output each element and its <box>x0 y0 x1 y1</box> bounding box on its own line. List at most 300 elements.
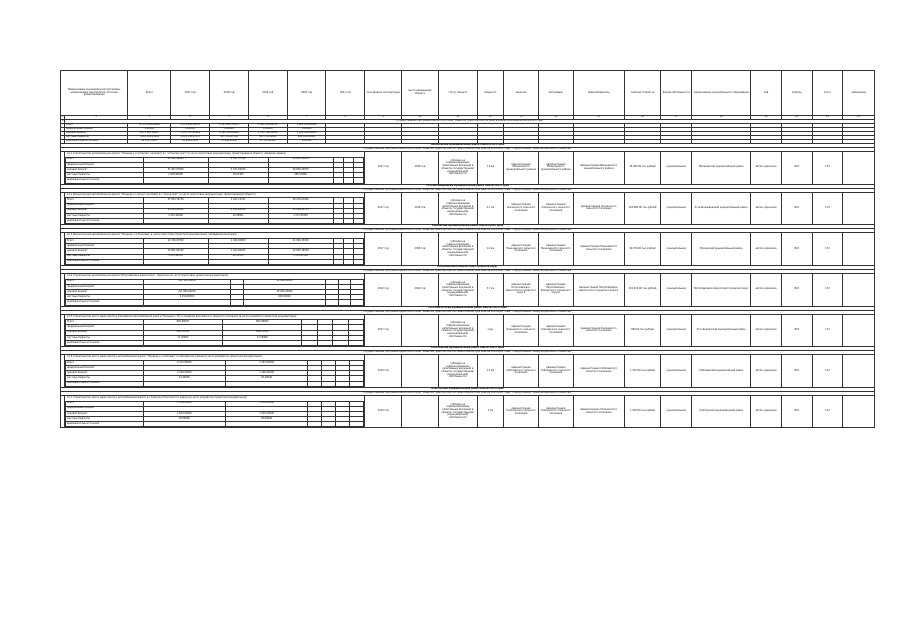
start-year: 2016 год <box>365 355 402 388</box>
finance-value: 30,00000 <box>225 417 307 422</box>
column-number: 4 <box>171 116 210 120</box>
finance-value: 29 844,78670 <box>268 157 333 162</box>
header-2019: 2019 год <box>248 71 287 116</box>
finance-total: 31 407,07800 <box>143 168 208 173</box>
end-year <box>402 314 439 347</box>
object-customer: Администрация Соболевского сельского поселения <box>504 355 539 388</box>
ownership-type: муниципальная <box>661 233 692 266</box>
finance-total: 24,96000 <box>143 376 225 381</box>
header-cost: сметная стоимость <box>624 71 661 116</box>
finance-value <box>343 219 353 224</box>
end-year: 2018 год <box>402 233 439 266</box>
finance-value <box>208 219 268 224</box>
finance-value: 0,00000 <box>287 140 326 144</box>
object-cost: 104 885,00 тыс.рублей <box>624 192 661 225</box>
object-capacity: 3,7 км <box>477 273 504 306</box>
ownership-type: муниципальная <box>661 192 692 225</box>
finance-total <box>143 381 225 386</box>
finance-value: 10 440,95919 <box>171 140 210 144</box>
municipality: Соболевский муниципальный район <box>692 355 751 388</box>
start-year: 2019 год <box>365 273 402 306</box>
object-owner: Администрация Пиначевского сельского поселения <box>573 233 624 266</box>
object-status: субсидия на софинансирование капитальных вложений в объекты государственной (муниципальной) собственности <box>438 395 477 428</box>
finance-value <box>322 422 336 427</box>
finance-source-label: краевой бюджет <box>66 371 144 376</box>
object-finance-table <box>65 197 364 224</box>
object-finance-row <box>66 300 364 305</box>
object-finance-table <box>65 401 364 428</box>
finance-value: 19,52400 <box>208 173 268 178</box>
finance-value: 0,00000 <box>287 128 326 132</box>
object-row <box>61 395 875 428</box>
municipality: Усть-Камчатский муниципальный район <box>692 314 751 347</box>
object-status: субсидия на софинансирование капитальных вложений в объекты государственной (муниципальной) собственности <box>438 152 477 185</box>
column-number: 21 <box>812 116 843 120</box>
column-number: 5 <box>210 116 249 120</box>
column-number: 1 <box>62 115 64 119</box>
finance-source-label: внебюджетные источники <box>66 259 144 264</box>
finance-total: 30,00000 <box>143 417 225 422</box>
finance-source-label: местные бюджеты <box>66 376 144 381</box>
header-program: Наименование муниципальной программы, наименование мероприятия, источник финансирования <box>61 71 128 116</box>
finance-value <box>343 178 353 183</box>
sum: 174 <box>812 233 843 266</box>
finance-value: 28 859,22870 <box>268 168 333 173</box>
object-status: субсидия на софинансирование капитальных вложений в объекты государственной (муниципальной) собственности <box>438 233 477 266</box>
finance-value: 1 550,00000 <box>225 401 307 406</box>
finance-total: 1 059,94086 <box>143 213 208 218</box>
finance-source-label: федеральный бюджет <box>66 203 144 208</box>
finance-source-label: Всего <box>66 157 144 162</box>
finance-value: 900,00000 <box>244 295 326 300</box>
column-number: 8 <box>326 116 365 120</box>
object-finance-row <box>66 259 364 264</box>
finance-source-label: внебюджетные источники <box>66 422 144 427</box>
subprogram-title: Государственная программа Камчатского края "Развитие транспортной системы в Камчатском крае на 2014-2021 годы". Подпрограмма "Развитие дорожного хозяйства" <box>61 148 875 152</box>
finance-source-label: внебюджетные источники <box>66 178 144 183</box>
finance-value: 36 476,67000 <box>268 198 333 203</box>
object-cost: 850,00 тыс.рублей <box>624 314 661 347</box>
object-title: 12.1 Строительство автомобильной дороги "Подъезд к п.Атласово" километр 0+ "Атласово-порт" (в части подготовки документации, проектирования объекта, перевода земель) <box>67 152 286 155</box>
municipality-name: Усть-Камчатский муниципальный район Камчатского края <box>61 306 875 310</box>
finance-value: 1 001 138,97247 <box>171 136 210 140</box>
finance-total: 17,26960 <box>143 335 222 340</box>
header-customer: заказчик <box>504 71 539 116</box>
finance-total: 20 861,84445 <box>143 249 208 254</box>
finance-source-label: краевой бюджет <box>66 168 144 173</box>
finance-value: 0,00000 <box>210 128 249 132</box>
note-cell <box>843 355 875 388</box>
note-cell <box>843 273 875 306</box>
object-cost: 90 270,00 тыс.рублей <box>624 233 661 266</box>
object-finance-row <box>66 219 364 224</box>
object-finance-row <box>66 178 364 183</box>
object-row <box>61 233 875 266</box>
branch: автом. дорожное <box>751 395 782 428</box>
finance-value: 21 094,15000 <box>268 238 333 243</box>
finance-source-label: Всего <box>66 279 144 284</box>
finance-value: 47 365,94900 <box>248 140 287 144</box>
finance-value: 96 670,53823 <box>128 140 171 144</box>
object-finance-row <box>66 422 364 427</box>
finance-value: 4 334 926,59870 <box>171 124 210 128</box>
object-customer: Администрация Апачинского сельского поселения <box>504 192 539 225</box>
object-detail <box>65 273 365 306</box>
finance-value: 9 674 083,69617 <box>128 132 171 136</box>
document-sheet <box>60 70 875 630</box>
column-number: 13 <box>504 116 539 120</box>
finance-value: 1 037,12741 <box>208 198 268 203</box>
header-2021: 2021 год <box>326 71 365 116</box>
column-number: 11 <box>438 116 477 120</box>
finance-source-label: краевой бюджет <box>66 411 144 416</box>
finance-value: 33 946,40640 <box>210 140 249 144</box>
column-number: 19 <box>751 116 782 120</box>
object-capacity: 7,6 км <box>477 152 504 185</box>
note-cell <box>843 192 875 225</box>
branch: автом. дорожное <box>751 273 782 306</box>
start-year: 2017 год <box>365 152 402 185</box>
object-title: 12.6 Строительство моста через протоку автомобильной дороги "Подъезд к с.Соболево" в Соболевском районе (в части разработки проектной документации) <box>67 355 263 359</box>
finance-total: 863,98000 <box>143 320 222 325</box>
municipality: Усть-Большерецкий муниципальный район <box>692 192 751 225</box>
finance-value <box>244 300 326 305</box>
finance-value: 22,08801 <box>208 213 268 218</box>
investment-table <box>60 70 875 428</box>
finance-value <box>338 300 351 305</box>
finance-value: 1 660 190,00000 <box>287 124 326 128</box>
object-detail <box>65 233 365 266</box>
finance-source-label: внебюджетные источники <box>66 341 144 346</box>
finance-value: 1 042,82000 <box>208 238 268 243</box>
object-cost: 26 900,00 тыс.рублей <box>624 152 661 185</box>
sum: 174 <box>812 395 843 428</box>
finance-value: 2 547,84930 <box>208 168 268 173</box>
object-detail <box>65 314 365 347</box>
object-capacity: 1,9 км <box>477 233 504 266</box>
object-developer: Администрация Соболевского сельского поселения <box>538 355 573 388</box>
finance-value <box>354 178 364 183</box>
object-title: 12.4 Строительство автомобильной дороги Петропавловск-Камчатский - Паратунка (в части подготовки проектной документации) <box>67 273 229 277</box>
finance-source-label: федеральный бюджет <box>66 244 144 249</box>
sum: 174 <box>812 355 843 388</box>
finance-value <box>302 341 317 346</box>
municipality-name: Олюторский муниципальный район Камчатского края <box>61 387 875 391</box>
finance-value: 985,55800 <box>268 173 333 178</box>
header-branch: отрасль <box>781 71 812 116</box>
finance-source-label: федеральный бюджет <box>66 366 144 371</box>
object-detail <box>65 355 365 388</box>
finance-source-label: Всего <box>65 124 128 128</box>
header-place: место размещения объекта <box>402 71 439 116</box>
finance-source-label: Всего <box>66 198 144 203</box>
object-finance-row <box>66 381 364 386</box>
finance-source-label: краевой бюджет <box>66 290 144 295</box>
finance-value <box>231 300 244 305</box>
municipality-name: Мильковский муниципальный район Камчатского края <box>61 144 875 148</box>
finance-value <box>268 259 333 264</box>
object-row <box>61 273 875 306</box>
finance-value: 19 800,00000 <box>244 279 326 284</box>
object-customer: Администрация Ключевского сельского поселения <box>504 314 539 347</box>
finance-total: 846,71040 <box>143 330 222 335</box>
municipality: Олюторский муниципальный район <box>692 395 751 428</box>
start-year: 2017 год <box>365 233 402 266</box>
finance-total <box>143 300 231 305</box>
header-capacity: мощность <box>477 71 504 116</box>
object-owner: Администрация Мильковского муниципального района <box>573 152 624 185</box>
finance-total: 37 503,79739 <box>143 198 208 203</box>
object-detail <box>65 152 365 185</box>
finance-total <box>143 341 222 346</box>
object-owner: Администрация Ключевского сельского поселения <box>573 314 624 347</box>
finance-value <box>333 178 343 183</box>
finance-value <box>225 422 307 427</box>
object-title: 12.2 Реконструкция автомобильной дороги "Подъезд к с.Апача" километр 0+ "Апача-порт" (в части подготовки документации, проектирования объекта) <box>67 192 256 196</box>
column-number: 10 <box>402 116 439 120</box>
header-sum: итого <box>812 71 843 116</box>
finance-value: 1 021,66445 <box>208 249 268 254</box>
finance-total <box>143 219 208 224</box>
ownership-type: муниципальная <box>661 355 692 388</box>
object-cost: 1 550,00 тыс.рублей <box>624 395 661 428</box>
municipality-name: Усть-Большерецкий муниципальный район Камчатского края <box>61 184 875 188</box>
finance-value: 1 502,50000 <box>225 411 307 416</box>
object-developer: Администрация Ключевского сельского поселения <box>538 314 573 347</box>
finance-source-label: внебюджетные источники <box>66 300 144 305</box>
finance-total <box>143 422 225 427</box>
object-finance-table <box>65 319 364 346</box>
finance-source-label: внебюджетные источники <box>66 381 144 386</box>
finance-source-label: федеральный бюджет <box>65 128 128 132</box>
top-program-num: 12 <box>62 119 65 123</box>
finance-total <box>143 259 208 264</box>
finance-source-label: внебюджетные источники <box>66 219 144 224</box>
finance-value: 19 840,18000 <box>268 249 333 254</box>
finance-value <box>350 381 364 386</box>
sum: 174 <box>812 152 843 185</box>
object-capacity: 2,7 км <box>477 192 504 225</box>
finance-value <box>333 219 343 224</box>
finance-source-label: Всего <box>66 401 144 406</box>
object-row <box>61 152 875 185</box>
finance-source-label: федеральный бюджет <box>66 406 144 411</box>
finance-value: 3 333 787,62629 <box>171 132 210 136</box>
finance-source-label: местные бюджеты <box>66 295 144 300</box>
finance-value: 0,00000 <box>248 128 287 132</box>
code: 843 <box>781 355 812 388</box>
column-number: 7 <box>287 116 326 120</box>
finance-total: 211 850,00000 <box>143 290 231 295</box>
finance-source-label: Всего <box>66 320 144 325</box>
finance-value: 0,00000 <box>128 128 171 132</box>
object-title: 12.7 Строительство моста через протоку автомобильной дороги в с.Тиличики Олюторского района (в части разработки проектной документации) <box>67 395 247 399</box>
finance-source-label: краевой бюджет <box>66 249 144 254</box>
object-row <box>61 192 875 225</box>
branch: автом. дорожное <box>751 152 782 185</box>
finance-value <box>350 422 364 427</box>
subprogram-title: Государственная программа Камчатского края "Развитие транспортной системы в Камчатском крае на 2014-2021 годы". Подпрограмма "Развитие дорожного хозяйства" <box>61 188 875 192</box>
finance-source-label: местные бюджеты <box>66 335 144 340</box>
code: 843 <box>781 233 812 266</box>
finance-source-label: краевой бюджет <box>66 330 144 335</box>
end-year: 2020 год <box>402 273 439 306</box>
finance-value: 1 000 190,00000 <box>287 132 326 136</box>
finance-value: 453 744,67364 <box>210 136 249 140</box>
note-cell <box>843 395 875 428</box>
object-capacity: 1 ед. <box>477 314 504 347</box>
note-cell <box>843 314 875 347</box>
object-developer: Администрация Тиличикского сельского поселения <box>538 395 573 428</box>
header-total: Всего <box>128 71 171 116</box>
subprogram-title: Государственная программа Камчатского края "Развитие транспортной системы в Камчатском крае на 2014-2021 годы". Подпрограмма "Развитие дорожного хозяйства" <box>61 391 875 395</box>
code: 843 <box>781 273 812 306</box>
object-finance-table <box>65 279 364 306</box>
finance-value: 0,00000 <box>171 128 210 132</box>
ownership-type: муниципальная <box>661 314 692 347</box>
start-year: 2017 год <box>365 192 402 225</box>
finance-value: 585 378,00001 <box>248 136 287 140</box>
finance-source-label: местные бюджеты <box>66 213 144 218</box>
subprogram-title: Государственная программа Камчатского края "Развитие транспортной системы в Камчатском крае на 2014-2021 годы". Подпрограмма "Развитие дорожного хозяйства" <box>61 269 875 273</box>
object-status: субсидия на софинансирование капитальных вложений в объекты государственной (муниципальной) собственности <box>438 192 477 225</box>
finance-source-label: федеральный бюджет <box>66 325 144 330</box>
object-capacity: 1,3 км <box>477 355 504 388</box>
finance-value <box>343 259 353 264</box>
note-cell <box>843 152 875 185</box>
finance-value <box>308 381 322 386</box>
finance-value <box>354 219 364 224</box>
finance-value: 1 015,03940 <box>208 208 268 213</box>
branch: автом. дорожное <box>751 192 782 225</box>
finance-value: 35 418,81713 <box>268 208 333 213</box>
municipality: Мильковский муниципальный район <box>692 152 751 185</box>
object-owner: Администрация Тиличикского сельского поселения <box>573 395 624 428</box>
top-program-finance <box>61 124 875 144</box>
column-number: 14 <box>538 116 573 120</box>
object-customer: Администрация Мильковского муниципального района <box>504 152 539 185</box>
finance-source-label: местные бюджеты <box>66 254 144 259</box>
finance-value: 17,26960 <box>223 335 302 340</box>
header-row <box>61 71 875 116</box>
finance-value: 2 465 144,66700 <box>248 124 287 128</box>
column-number: 18 <box>692 116 751 120</box>
header-2018: 2018 год <box>210 71 249 116</box>
object-developer: Администрация Пиначевского сельского поселения <box>538 233 573 266</box>
finance-total: 1 005,08200 <box>143 173 208 178</box>
object-finance-table <box>65 360 364 387</box>
finance-source-label: краевой бюджет <box>66 208 144 213</box>
object-owner: Администрация Апачинского сельского поселения <box>573 192 624 225</box>
subprogram-title: Государственная программа Камчатского края "Развитие транспортной системы в Камчатском крае на 2014-2021 годы". Подпрограмма "Развитие дорожного хозяйства" <box>61 310 875 314</box>
column-number: 22 <box>843 116 875 120</box>
object-owner: Администрация Соболевского сельского поселения <box>573 355 624 388</box>
finance-value <box>223 341 302 346</box>
finance-value <box>348 341 364 346</box>
finance-source-label: федеральный бюджет <box>66 284 144 289</box>
header-start: срок ввода в эксплуатацию <box>365 71 402 116</box>
finance-total: 32 412,16000 <box>143 157 208 162</box>
header-type: форма собственности <box>661 71 692 116</box>
finance-total: 321 100,00000 <box>143 279 231 284</box>
subprogram-title: Государственная программа Камчатского края "Развитие транспортной системы в Камчатском крае на 2014-2021 годы". Подпрограмма "Развитие дорожного хозяйства" <box>61 351 875 355</box>
object-customer: Администрация Петропавловск-Камчатского городского округа <box>504 273 539 306</box>
object-customer: Администрация Тиличикского сельского поселения <box>504 395 539 428</box>
column-number: 15 <box>573 116 624 120</box>
code: 843 <box>781 314 812 347</box>
subprogram-title: Государственная программа Камчатского края "Развитие транспортной системы в Камчатском крае на 2014-2021 годы". Подпрограмма "Развитие дорожного хозяйства" <box>61 229 875 233</box>
note-cell <box>843 233 875 266</box>
code: 843 <box>781 192 812 225</box>
object-row <box>61 355 875 388</box>
finance-value: 846,71040 <box>223 330 302 335</box>
header-mun: наименование муниципального образования <box>692 71 751 116</box>
object-status: субсидия на софинансирование капитальных вложений в объекты государственной (муниципальной) собственности <box>438 273 477 306</box>
finance-total: 22 136,97000 <box>143 238 208 243</box>
finance-value <box>268 219 333 224</box>
finance-value: 18 900,00000 <box>244 290 326 295</box>
finance-value: 2 913 983,76970 <box>210 124 249 128</box>
object-developer: Администрация Петропавловск-Камчатского городского округа <box>538 273 573 306</box>
finance-source-label: внебюджетные источники <box>65 140 128 144</box>
object-detail <box>65 192 365 225</box>
finance-value: 1 296,54000 <box>225 371 307 376</box>
header-2017: 2017 год <box>171 71 210 116</box>
finance-source-label: местные бюджеты <box>66 417 144 422</box>
object-title: 12.3 Реконструкция автомобильной дороги "Подъезд к п.Пиначево" в части подготовки проектной документации, проведения изысканий <box>67 233 237 237</box>
finance-value: 660 000,00000 <box>287 136 326 140</box>
column-number: 6 <box>248 116 287 120</box>
finance-source-label: местные бюджеты <box>66 173 144 178</box>
header-note: примечание <box>843 71 875 116</box>
finance-value <box>317 341 332 346</box>
object-developer: Администрация Мильковского муниципального района <box>538 152 573 185</box>
finance-value <box>336 381 350 386</box>
end-year: 2018 год <box>402 152 439 185</box>
object-finance-row <box>66 341 364 346</box>
finance-total: 36 433,85653 <box>143 208 208 213</box>
finance-value <box>333 259 343 264</box>
end-year: 2018 год <box>402 192 439 225</box>
finance-value <box>325 300 338 305</box>
finance-value: 1 037,85285 <box>268 213 333 218</box>
finance-total: 2 268,04000 <box>143 371 225 376</box>
header-status: статус объекта <box>438 71 477 116</box>
finance-value: 21,15555 <box>208 254 268 259</box>
finance-total: 1 550,00000 <box>143 401 225 406</box>
object-detail <box>65 395 365 428</box>
object-developer: Администрация Апачинского сельского поселения <box>538 192 573 225</box>
sum: 174 <box>812 192 843 225</box>
finance-value: 26,46000 <box>225 376 307 381</box>
finance-value <box>268 178 333 183</box>
object-blocks <box>61 144 875 428</box>
finance-source-label: федеральный бюджет <box>66 162 144 167</box>
object-title: 12.5 Строительство моста через протоку Ключевская автомобильной дороги "Подъезд к ТЦ" в пределах Ключевского сельского поселения (в части разработки проектной документации) <box>67 314 297 318</box>
finance-total: 1 502,50000 <box>143 411 225 416</box>
finance-total <box>143 178 208 183</box>
finance-value: 1 603 490,03400 <box>128 136 171 140</box>
finance-value: 2 460 239,09606 <box>210 132 249 136</box>
object-customer: Администрация Пиначевского сельского поселения <box>504 233 539 266</box>
finance-value <box>336 422 350 427</box>
branch: автом. дорожное <box>751 314 782 347</box>
finance-source-label: местные бюджеты <box>65 136 128 140</box>
object-cost: 232 100,00 тыс.рублей <box>624 273 661 306</box>
municipality-name: Елизовский муниципальный район Камчатского края <box>61 225 875 229</box>
ownership-type: муниципальная <box>661 395 692 428</box>
municipality-name: Петропавловск-Камчатский городской округ <box>61 265 875 269</box>
